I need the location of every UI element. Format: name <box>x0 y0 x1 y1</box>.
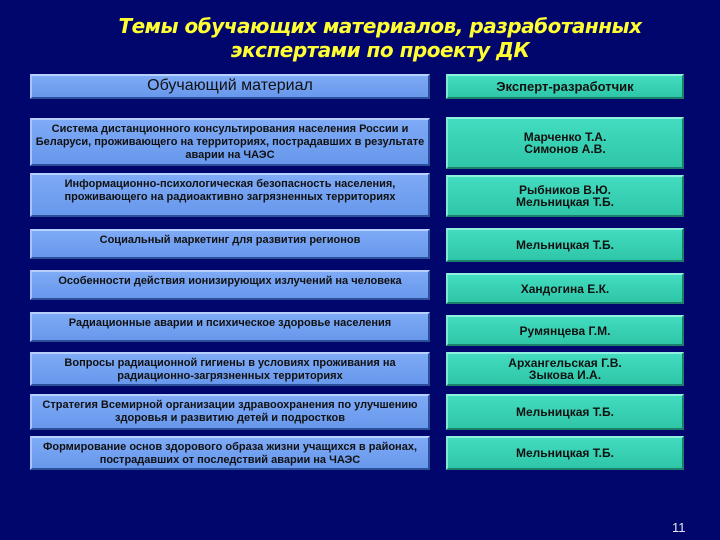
expert-name: Мельницкая Т.Б. <box>516 195 614 209</box>
material-cell: Стратегия Всемирной организации здравоохранения по улучшению здоровья и развитию детей и подростков <box>30 394 430 430</box>
expert-name: Мельницкая Т.Б. <box>516 238 614 252</box>
expert-cell <box>446 352 684 386</box>
expert-cell <box>446 228 684 262</box>
expert-name: Мельницкая Т.Б. <box>516 446 614 460</box>
expert-name: Румянцева Г.М. <box>519 323 611 338</box>
expert-cell <box>446 315 684 346</box>
title-line-2: экспертами по проекту ДК <box>230 38 530 62</box>
material-cell: Особенности действия ионизирующих излучений на человека <box>30 270 430 300</box>
expert-name: Симонов А.В. <box>524 142 606 156</box>
expert-cell <box>446 175 684 217</box>
page-number: 11 <box>672 520 686 535</box>
title-line-1: Темы обучающих материалов, разработанных <box>118 14 642 38</box>
expert-name: Марченко Т.А. <box>523 130 607 144</box>
material-cell: Вопросы радиационной гигиены в условиях проживания на радиационно-загрязненных территориях <box>30 352 430 386</box>
expert-name: Архангельская Г.В. <box>508 356 622 370</box>
expert-cell <box>446 117 684 169</box>
slide-title <box>100 14 660 62</box>
expert-name: Рыбников В.Ю. <box>519 183 611 197</box>
material-cell: Радиационные аварии и психическое здоровье населения <box>30 312 430 342</box>
material-cell: Формирование основ здорового образа жизни учащихся в районах, пострадавших от последствий аварии на ЧАЭС <box>30 436 430 470</box>
header-expert: Эксперт-разработчик <box>446 74 684 99</box>
material-cell: Информационно-психологическая безопасность населения, проживающего на радиоактивно загрязненных территориях <box>30 173 430 217</box>
material-cell: Система дистанционного консультирования населения России и Беларуси, проживающего на территориях, пострадавших в результате аварии на ЧАЭС <box>30 118 430 166</box>
expert-cell <box>446 273 684 304</box>
expert-cell <box>446 394 684 430</box>
header-material: Обучающий материал <box>30 74 430 99</box>
material-cell: Социальный маркетинг для развития регионов <box>30 229 430 259</box>
expert-cell <box>446 436 684 470</box>
expert-name: Хандогина Е.К. <box>520 281 610 296</box>
expert-name: Зыкова И.А. <box>528 368 602 382</box>
expert-name: Мельницкая Т.Б. <box>516 405 614 419</box>
